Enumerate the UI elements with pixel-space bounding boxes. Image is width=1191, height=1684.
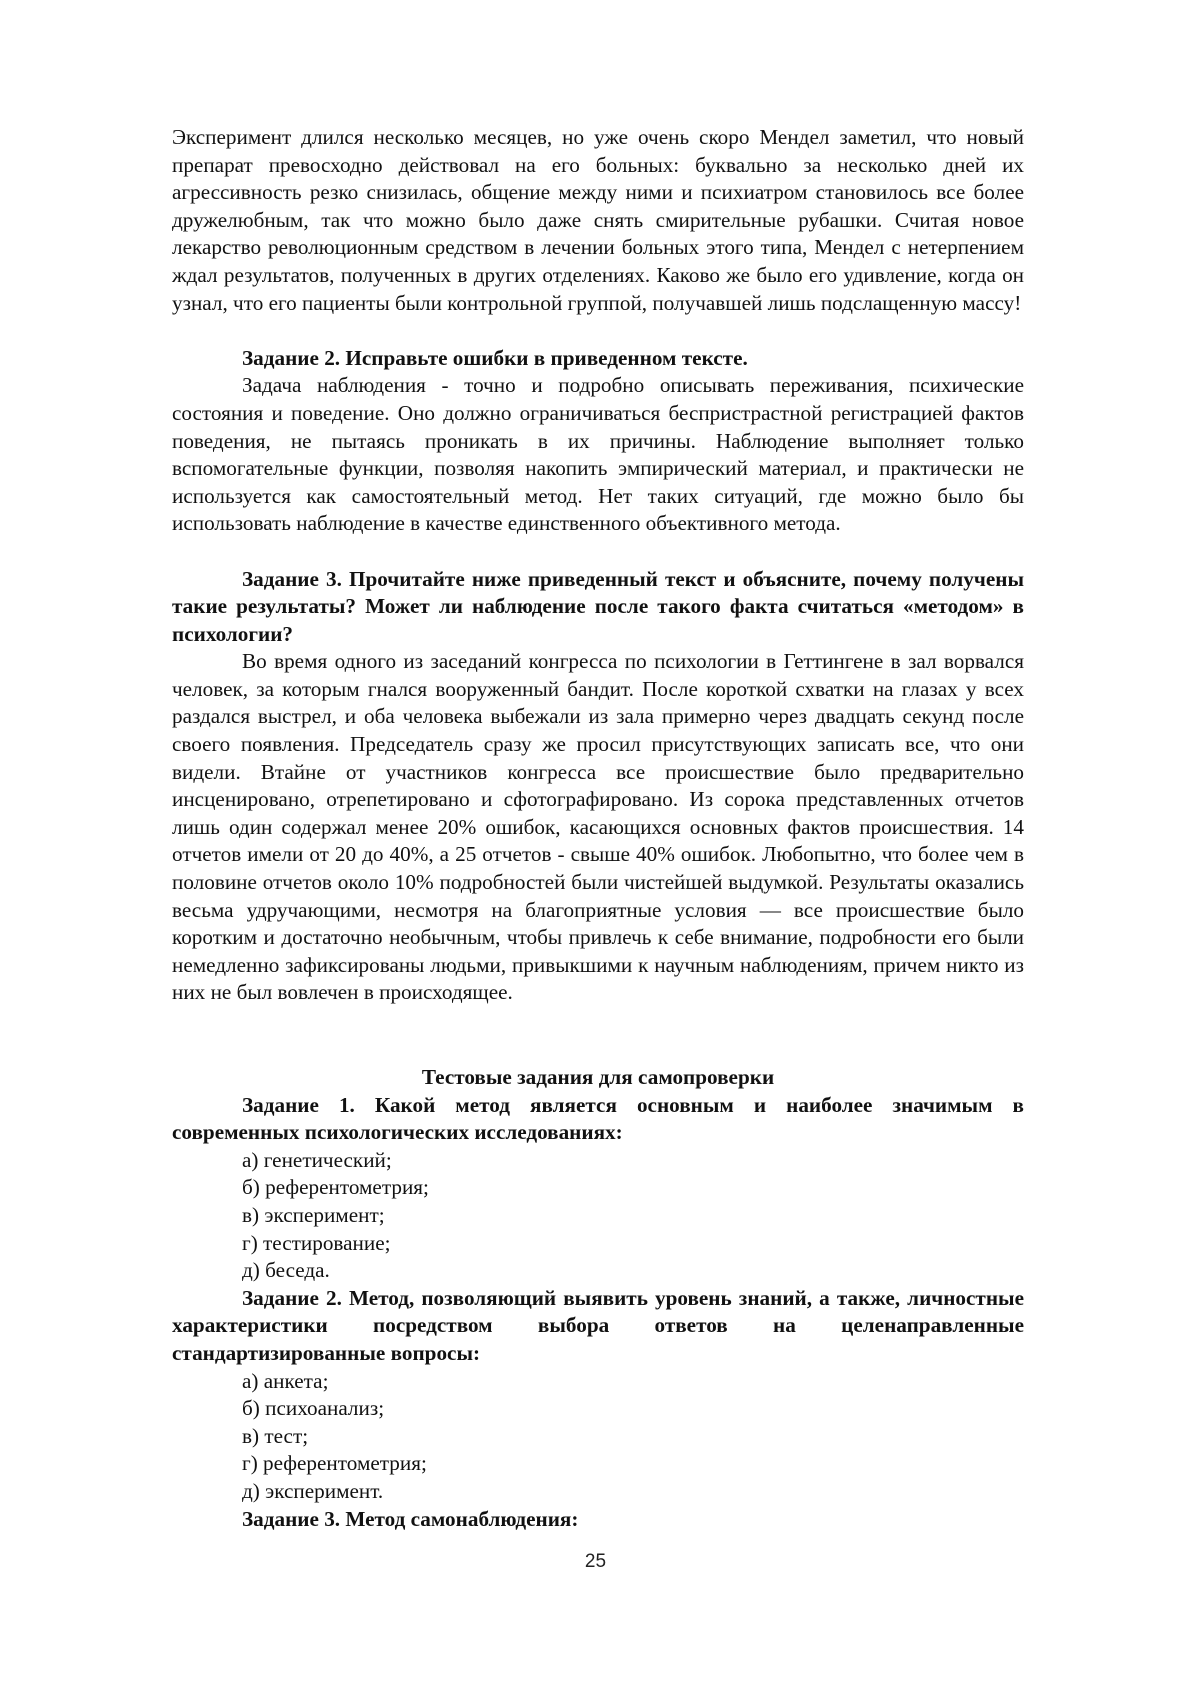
test-q2-heading: Задание 2. Метод, позволяющий выявить уровень знаний, а также, личностные характеристики посредством выбора ответов на целенаправленные стандартизированные вопросы: (172, 1285, 1024, 1365)
task3-text: Во время одного из заседаний конгресса по психологии в Геттингене в зал ворвался человек, за которым гнался вооруженный бандит. После короткой схватки на глазах у всех раздался выстрел, и оба человека выбежали из зала примерно через двадцать секунд после своего появления. Председатель сразу же просил присутствующих записать все, что они видели. Втайне от участников конгресса все происшествие было предварительно инсценировано, отрепетировано и сфотографировано. Из сорока представленных отчетов лишь один содержал менее 20% ошибок, касающихся основных фактов происшествия. 14 отчетов имели от 20 до 40%, а 25 отчетов - свыше 40% ошибок. Любопытно, что более чем в половине отчетов около 10% подробностей были чистейшей выдумкой. Результаты оказались весьма удручающими, несмотря на благоприятные условия — все происшествие было коротким и достаточно необычным, чтобы привлечь к себе внимание, подробности его были немедленно зафиксированы людьми, привыкшими к научным наблюдениям, причем никто из них не был вовлечен в происходящее. (172, 649, 1024, 1005)
task2-text: Задача наблюдения - точно и подробно описывать переживания, психические состояния и поведение. Оно должно ограничиваться беспристрастной регистрацией фактов поведения, не пытаясь проникать в их причины. Наблюдение выполняет только вспомогательные функции, позволяя накопить эмпирический материал, и практически не используется как самостоятельный метод. Нет таких ситуаций, где можно было бы использовать наблюдение в качестве единственного объективного метода. (172, 373, 1024, 536)
page-content (172, 124, 1024, 1533)
test-q1-option-c: в) эксперимент; (242, 1202, 385, 1227)
task2-heading: Задание 2. Исправьте ошибки в приведенном тексте. (242, 345, 748, 370)
page-number: 25 (584, 1551, 607, 1572)
test-q2-option-d: г) референтометрия; (242, 1451, 427, 1476)
test-q1-option-d: г) тестирование; (242, 1230, 391, 1255)
spacer (172, 317, 1024, 345)
experiment-paragraph: Эксперимент длился несколько месяцев, но уже очень скоро Мендел заметил, что новый препарат превосходно действовал на его больных: буквально за несколько дней их агрессивность резко снизилась, общение между ними и психиатром становилось все более дружелюбным, так что можно было даже снять смирительные рубашки. Считая новое лекарство революционным средством в лечении больных этого типа, Мендел с нетерпением ждал результатов, полученных в других отделениях. Каково же было его удивление, когда он узнал, что его пациенты были контрольной группой, получавшей лишь подслащенную массу! (172, 125, 1024, 315)
test-q2-option-b: б) психоанализ; (242, 1396, 385, 1421)
test-q1-option-a: а) генетический; (242, 1147, 392, 1172)
task3-heading: Задание 3. Прочитайте ниже приведенный текст и объясните, почему получены такие результаты? Может ли наблюдение после такого факта считаться «методом» в психологии? (172, 566, 1024, 646)
test-q2-option-c: в) тест; (242, 1423, 309, 1448)
test-q2-option-a: а) анкета; (242, 1368, 329, 1393)
tests-title: Тестовые задания для самопроверки (421, 1065, 775, 1089)
test-q1-option-b: б) референтометрия; (242, 1175, 429, 1200)
test-q1-heading: Задание 1. Какой метод является основным и наиболее значимым в современных психологических исследованиях: (172, 1092, 1024, 1145)
test-q3-heading: Задание 3. Метод самонаблюдения: (242, 1506, 579, 1531)
spacer (172, 538, 1024, 566)
spacer (172, 1007, 1024, 1064)
test-q1-option-e: д) беседа. (242, 1258, 330, 1283)
test-q2-option-e: д) эксперимент. (242, 1478, 384, 1503)
